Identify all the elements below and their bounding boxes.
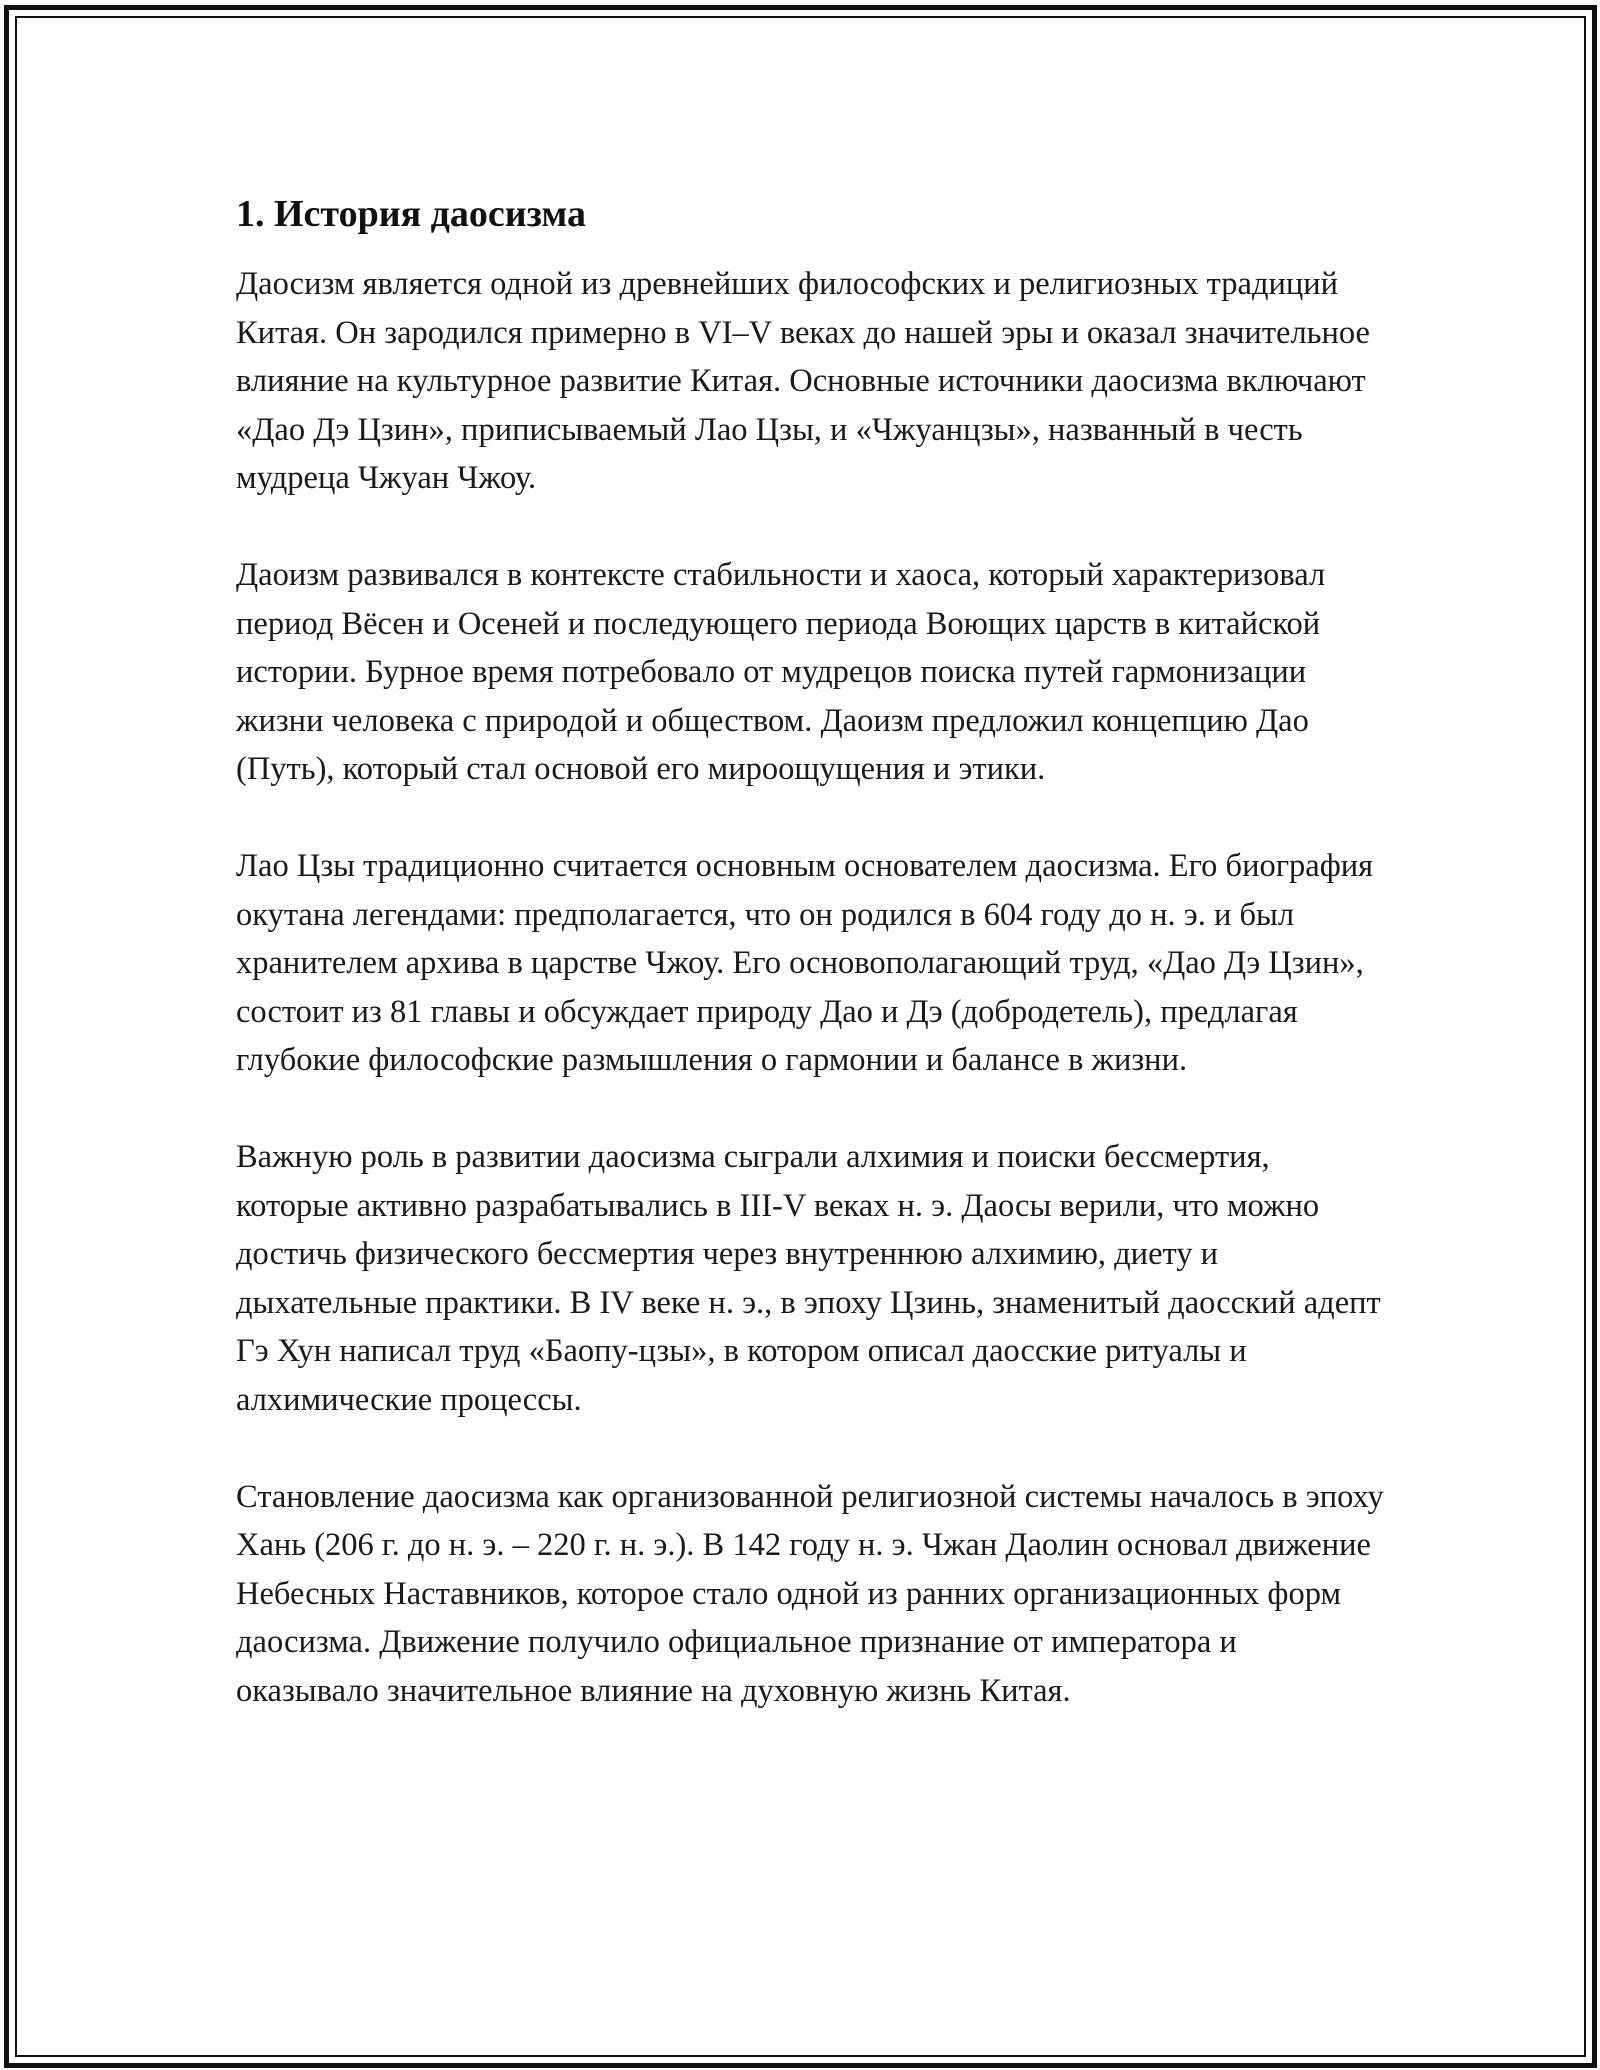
paragraph-5: Становление даосизма как организованной религиозной системы началось в эпоху Хань (206 г. до н. э. – 220 г. н. э.). В 142 году н. э. Чжан Даолин основал движение Небесных Наставников, которое стало одной из ранних организационных форм даосизма. Движение получило официальное признание от императора и оказывало значительное влияние на духовную жизнь Китая. (236, 1478, 1384, 1709)
paragraph-4: Важную роль в развитии даосизма сыграли алхимия и поиски бессмертия, которые активно разрабатывались в III-V веках н. э. Даосы верили, что можно достичь физического бессмертия через внутреннюю алхимию, диету и дыхательные практики. В IV веке н. э., в эпоху Цзинь, знаменитый даосский адепт Гэ Хун написал труд «Баопу-цзы», в котором описал даосские ритуалы и алхимические процессы. (236, 1139, 1381, 1418)
paragraph-3: Лао Цзы традиционно считается основным основателем даосизма. Его биография окутана легендами: предполагается, что он родился в 604 году до н. э. и был хранителем архива в царстве Чжоу. Его основополагающий труд, «Дао Дэ Цзин», состоит из 81 главы и обсуждает природу Дао и Дэ (добродетель), предлагая глубокие философские размышления о гармонии и балансе в жизни. (236, 848, 1374, 1078)
paragraph-2: Даоизм развивался в контексте стабильности и хаоса, который характеризовал период Вёсен и Осеней и последующего периода Воющих царств в китайской истории. Бурное время потребовало от мудрецов поиска путей гармонизации жизни человека с природой и обществом. Даоизм предложил концепцию Дао (Путь), который стал основой его мироощущения и этики. (236, 557, 1326, 787)
paragraph-1: Даосизм является одной из древнейших философских и религиозных традиций Китая. Он зародился примерно в VI–V веках до нашей эры и оказал значительное влияние на культурное развитие Китая. Основные источники даосизма включают «Дао Дэ Цзин», приписываемый Лао Цзы, и «Чжуанцзы», названный в честь мудреца Чжуан Чжоу. (236, 266, 1370, 496)
section-heading: 1. История даосизма (236, 193, 587, 235)
document-body (236, 190, 1386, 1764)
